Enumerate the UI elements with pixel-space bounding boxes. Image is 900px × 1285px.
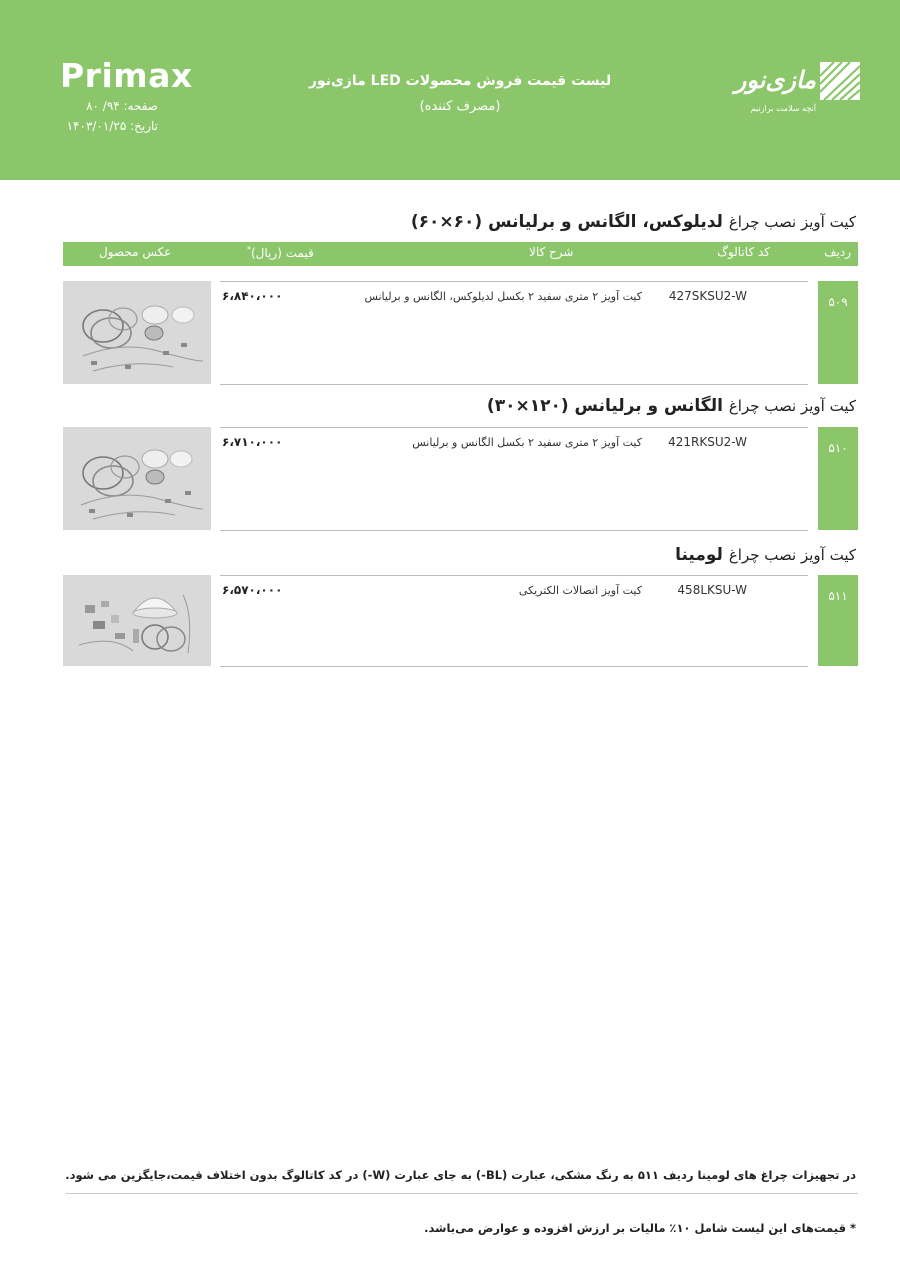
catalog-code: 421RKSU2-W xyxy=(668,435,747,449)
row-top-rule xyxy=(220,281,808,282)
product-photo xyxy=(63,575,211,666)
brand-name: Primax xyxy=(60,56,193,95)
section-title-3 xyxy=(675,545,856,565)
price-star: * xyxy=(247,245,251,254)
hanging-kit-photo-icon xyxy=(63,427,211,530)
section-title-prefix: کیت آویز نصب چراغ xyxy=(728,546,856,564)
column-header-catalog-code: کد کاتالوگ xyxy=(717,245,770,259)
product-photo xyxy=(63,281,211,384)
footnote-color-variant: در تجهیزات چراغ های لومینا ردیف ۵۱۱ به رنگ مشکی، عبارت (BL-) به جای عبارت (W-) در کد کاتالوگ بدون اختلاف قیمت،جایگزین می شود. xyxy=(65,1168,856,1182)
column-header-price xyxy=(247,245,314,260)
document-title-block xyxy=(300,68,620,120)
date-label: تاریخ: ۱۴۰۳/۰۱/۲۵ xyxy=(66,119,158,133)
section-title-product: لدیلوکس، الگانس و برلیانس (۶۰×۶۰) xyxy=(410,212,723,232)
catalog-code: 458LKSU-W xyxy=(677,583,747,597)
row-bottom-rule xyxy=(220,666,808,667)
column-header-description: شرح کالا xyxy=(529,245,574,259)
row-number: ۵۱۱ xyxy=(828,589,848,603)
logo-stripes-icon xyxy=(820,62,860,100)
section-title-product: لومینا xyxy=(675,545,723,565)
product-photo xyxy=(63,427,211,530)
hanging-kit-photo-icon xyxy=(63,281,211,384)
row-top-rule xyxy=(220,575,808,576)
column-header-row: ردیف xyxy=(824,245,851,259)
footnote-divider xyxy=(66,1193,858,1194)
column-header-photo: عکس محصول xyxy=(99,245,172,259)
row-top-rule xyxy=(220,427,808,428)
electrical-kit-photo-icon xyxy=(63,575,211,666)
page-number: صفحه: ۹۴/ ۸۰ xyxy=(86,99,158,113)
product-price: ۶،۵۷۰،۰۰۰ xyxy=(222,583,283,597)
row-number: ۵۰۹ xyxy=(828,295,848,309)
row-bottom-rule xyxy=(220,384,808,385)
row-number: ۵۱۰ xyxy=(828,441,848,455)
product-description: کیت آویز ۲ متری سفید ۲ بکسل الگانس و برلیانس xyxy=(412,436,642,449)
row-bottom-rule xyxy=(220,530,808,531)
brand-block xyxy=(60,56,200,136)
product-description: کیت آویز اتصالات الکتریکی xyxy=(518,584,642,597)
product-price: ۶،۸۴۰،۰۰۰ xyxy=(222,289,283,303)
row-number-cell xyxy=(818,575,858,666)
logo-tagline: آنچه سلامت برازنیم xyxy=(750,104,816,113)
section-title-1 xyxy=(411,212,856,232)
product-description: کیت آویز ۲ متری سفید ۲ بکسل لدیلوکس، الگانس و برلیانس xyxy=(364,290,642,303)
row-number-cell xyxy=(818,427,858,530)
company-logo xyxy=(720,60,860,122)
section-title-product: الگانس و برلیانس (۱۲۰×۳۰) xyxy=(486,396,723,416)
product-price: ۶،۷۱۰،۰۰۰ xyxy=(222,435,283,449)
logo-wordmark: مازی‌نور xyxy=(734,66,816,94)
catalog-code: 427SKSU2-W xyxy=(668,289,747,303)
row-number-cell xyxy=(818,281,858,384)
document-subtitle: (مصرف کننده) xyxy=(419,99,501,114)
page-header xyxy=(0,0,900,180)
footnote-tax: * قیمت‌های این لیست شامل ۱۰٪ مالیات بر ارزش افزوده و عوارض می‌باشد. xyxy=(424,1221,856,1235)
document-title: لیست قیمت فروش محصولات LED مازی‌نور xyxy=(308,73,612,89)
table-header xyxy=(63,242,858,266)
section-title-2 xyxy=(487,396,856,416)
section-title-prefix: کیت آویز نصب چراغ xyxy=(728,397,856,415)
section-title-prefix: کیت آویز نصب چراغ xyxy=(728,213,856,231)
price-header-label: قیمت (ریال) xyxy=(251,246,314,260)
